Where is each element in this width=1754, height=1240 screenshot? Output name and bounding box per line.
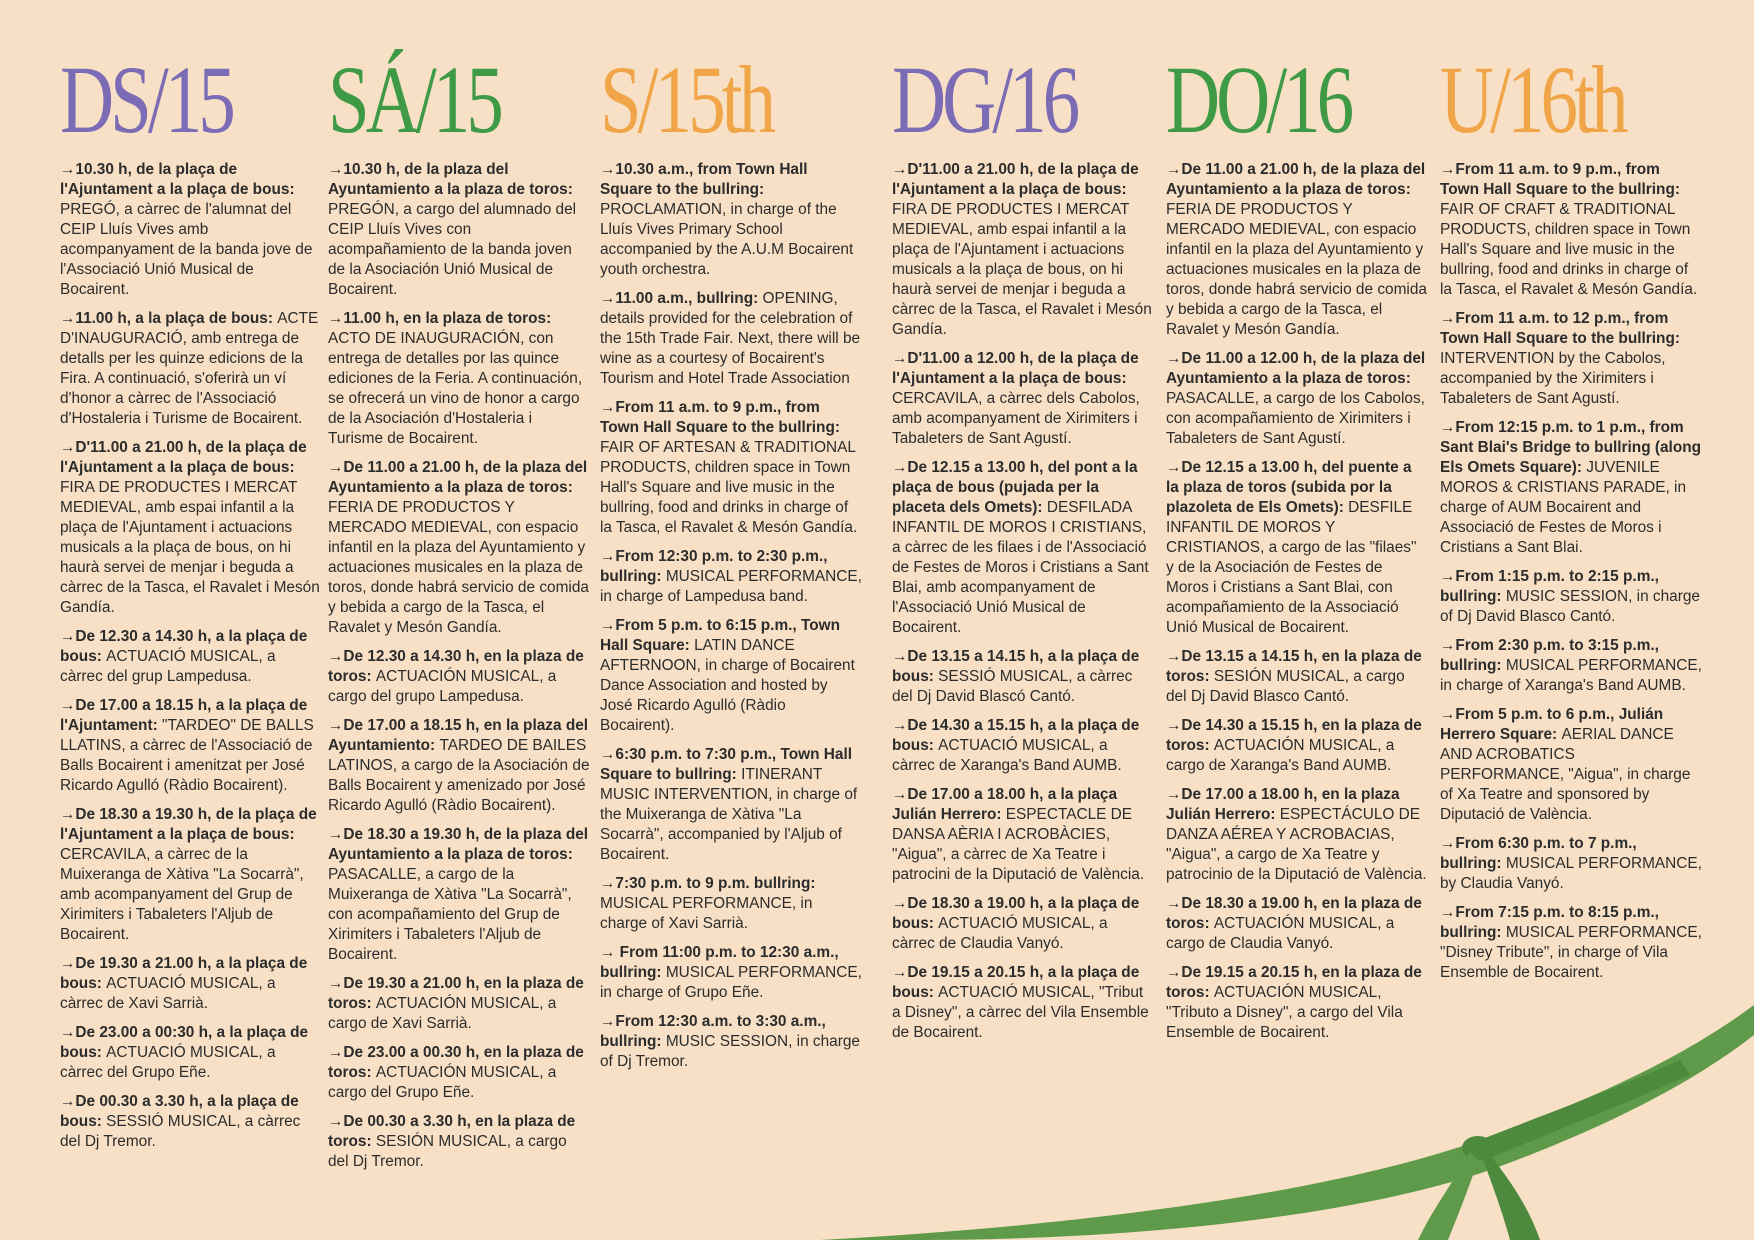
schedule-entry — [600, 289, 862, 389]
entry-time-place: 10.30 a.m., from Town Hall Square to the bullring: — [600, 161, 808, 198]
arrow-icon: → — [328, 717, 344, 734]
day-column — [600, 46, 862, 1081]
arrow-icon: → — [328, 1044, 344, 1061]
entry-time-place: From 11 a.m. to 9 p.m., from Town Hall Square to the bullring: — [600, 399, 840, 436]
day-heading: DO/16 — [1166, 46, 1351, 153]
entry-description: , a càrrec dels Cabolos, amb acompanyament de Xirimiters i Tabaleters de Sant Agustí. — [892, 390, 1140, 447]
arrow-icon: → — [1166, 350, 1182, 367]
entry-description: , in charge of Xavi Sarrià. — [600, 895, 813, 932]
schedule-entry — [892, 458, 1154, 638]
entry-description: , in charge of the Muixeranga de Xàtiva "La Socarrà", accompanied by l'Aljub of Bocairent. — [600, 786, 858, 863]
entry-description: , "Tributo a Disney", a cargo del Vila Ensemble de Bocairent. — [1166, 984, 1403, 1041]
arrow-icon: → — [1440, 161, 1456, 178]
entry-description: , "Aigua", in charge of Xa Teatre and sponsored by Diputació de València. — [1440, 766, 1691, 823]
entry-description: , in charge of the Lluís Vives Primary School accompanied by the A.U.M Bocairent youth orchestra. — [600, 201, 854, 278]
entry-description: , "Tribut a Disney", a càrrec del Vila Ensemble de Bocairent. — [892, 984, 1149, 1041]
entry-description: , "Aigua", a càrrec de Xa Teatre i patrocini de la Diputació de València. — [892, 826, 1145, 883]
entry-event-title: PREGÓ — [60, 201, 116, 218]
schedule-entry — [892, 349, 1154, 449]
entry-event-title: ACTUACIÓ MUSICAL — [938, 737, 1091, 754]
entry-event-title: ACTUACIÓN MUSICAL — [1213, 737, 1378, 754]
schedule-entry — [328, 974, 590, 1034]
arrow-icon: → — [600, 1013, 616, 1030]
arrow-icon: → — [600, 548, 616, 565]
entry-description: , a cargo de la Asociación de Balls Bocairent y amenizado por José Ricardo Agulló (Ràdio Bocairent). — [328, 757, 590, 814]
entry-event-title: ACTE D'INAUGURACIÓ — [60, 310, 319, 347]
arrow-icon: → — [892, 964, 908, 981]
entry-description: , a cargo de Xavi Sarrià. — [328, 995, 557, 1032]
arrow-icon: → — [600, 161, 616, 178]
entry-time-place: De 18.30 a 19.00 h, a la plaça de bous: — [892, 895, 1140, 932]
schedule-entry — [892, 160, 1154, 340]
schedule-entry — [1440, 567, 1702, 627]
entry-time-place: De 17.00 a 18.00 h, en la plaza Julián Herrero: — [1166, 786, 1400, 823]
entry-description: , a càrrec de la Muixeranga de Xàtiva "La Socarrà", amb acompanyament del Grup de Xirimiters i Tabaleters l'Aljub de Bocairent. — [60, 846, 304, 943]
schedule-entry — [328, 309, 590, 449]
entry-time-place: De 11.00 a 21.00 h, de la plaza del Ayuntamiento a la plaza de toros: — [328, 459, 588, 496]
day-heading: DG/16 — [892, 46, 1077, 153]
entry-time-place: De 12.30 a 14.30 h, en la plaza de toros: — [328, 648, 584, 685]
entry-event-title: FIRA DE PRODUCTES I MERCAT MEDIEVAL — [60, 479, 298, 516]
entry-event-title: ITINERANT MUSIC INTERVENTION — [600, 766, 823, 803]
arrow-icon: → — [60, 161, 76, 178]
entry-time-place: 11.00 h, en la plaza de toros: — [343, 310, 552, 327]
entry-description: , "Aigua", a cargo de Xa Teatre y patrocinio de la Diputació de València. — [1166, 826, 1427, 883]
entry-event-title: DESFILE INFANTIL DE MOROS Y CRISTIANOS — [1166, 499, 1413, 556]
entry-event-title: SESSIÓ MUSICAL — [106, 1113, 237, 1130]
entry-event-title: ACTUACIÓ MUSICAL — [106, 975, 259, 992]
entry-event-title: ACTUACIÓN MUSICAL — [375, 668, 540, 685]
entry-description: , a càrrec de l'alumnat del CEIP Lluís Vives amb acompanyament de la banda jove de l'Associació Unió Musical de Bocairent. — [60, 201, 313, 298]
entry-time-place: 10.30 h, de la plaça de l'Ajuntament a la plaça de bous: — [60, 161, 295, 198]
entry-time-place: De 18.30 a 19.00 h, en la plaza de toros: — [1166, 895, 1422, 932]
entry-time-place: From 5 p.m. to 6 p.m., Julián Herrero Square: — [1440, 706, 1664, 743]
entry-time-place: De 14.30 a 15.15 h, en la plaza de toros: — [1166, 717, 1422, 754]
schedule-entry — [1166, 894, 1428, 954]
entry-time-place: De 12.15 a 13.00 h, del puente a la plaza de toros (subida por la plazoleta de Els Omets): — [1166, 459, 1412, 516]
arrow-icon: → — [328, 1113, 344, 1130]
schedule-entry — [1440, 834, 1702, 894]
schedule-entry — [1166, 647, 1428, 707]
entry-time-place: From 11 a.m. to 9 p.m., from Town Hall Square to the bullring: — [1440, 161, 1680, 198]
arrow-icon: → — [60, 806, 76, 823]
schedule-entry — [328, 647, 590, 707]
entry-time-place: From 11 a.m. to 12 p.m., from Town Hall Square to the bullring: — [1440, 310, 1680, 347]
schedule-entry — [1166, 458, 1428, 638]
entry-time-place: From 12:30 a.m. to 3:30 a.m., bullring: — [600, 1013, 826, 1050]
entry-description: , in charge of Lampedusa band. — [600, 568, 862, 605]
day-column — [1166, 46, 1428, 1052]
day-heading: SÁ/15 — [328, 46, 500, 153]
schedule-entry — [600, 874, 862, 934]
arrow-icon: → — [1166, 161, 1182, 178]
entry-time-place: De 13.15 a 14.15 h, a la plaça de bous: — [892, 648, 1140, 685]
day-heading: S/15th — [600, 46, 773, 153]
arrow-icon: → — [892, 161, 908, 178]
entry-time-place: 10.30 h, de la plaza del Ayuntamiento a la plaza de toros: — [328, 161, 573, 198]
entry-event-title: MUSICAL PERFORMANCE — [1505, 855, 1698, 872]
arrow-icon: → — [60, 955, 76, 972]
schedule-entry — [600, 616, 862, 736]
entry-time-place: De 23.00 a 00:30 h, a la plaça de bous: — [60, 1024, 309, 1061]
arrow-icon: → — [328, 648, 344, 665]
schedule-entry — [328, 458, 590, 638]
schedule-entry — [892, 785, 1154, 885]
entry-description: , a càrrec del grup Lampedusa. — [60, 648, 276, 685]
entry-event-title: SESSIÓ MUSICAL — [938, 668, 1069, 685]
schedule-entry — [60, 438, 322, 618]
entry-event-title: INTERVENTION — [1440, 350, 1555, 367]
entry-event-title: ACTUACIÓ MUSICAL — [106, 648, 259, 665]
entry-description: , a càrrec de Xavi Sarrià. — [60, 975, 276, 1012]
schedule-entry — [892, 894, 1154, 954]
arrow-icon: → — [892, 459, 908, 476]
entry-time-place: De 00.30 a 3.30 h, a la plaça de bous: — [60, 1093, 299, 1130]
schedule-entry — [328, 825, 590, 965]
entry-description: , a cargo del Dj Tremor. — [328, 1133, 567, 1170]
entry-event-title: PASACALLE — [328, 866, 417, 883]
arrow-icon: → — [328, 459, 344, 476]
entry-time-place: De 11.00 a 21.00 h, de la plaza del Ayuntamiento a la plaza de toros: — [1166, 161, 1426, 198]
entry-description: , in charge of Xaranga's Band AUMB. — [1440, 657, 1702, 694]
arrow-icon: → — [60, 697, 76, 714]
arrow-icon: → — [1440, 706, 1456, 723]
schedule-entry — [1166, 349, 1428, 449]
entry-description: , in charge of AUM Bocairent and Associació de Festes de Moros i Cristians a Sant Blai. — [1440, 479, 1687, 556]
entry-description: , con entrega de detalles por las quince ediciones de la Feria. A continuación, se ofrecerá un vino de honor a cargo de la Asociación d'Hostaleria i Turisme de Bocairent. — [328, 330, 583, 447]
entry-time-place: De 19.30 a 21.00 h, en la plaza de toros: — [328, 975, 584, 1012]
arrow-icon: → — [1166, 648, 1182, 665]
schedule-entry — [1440, 418, 1702, 558]
entry-event-title: MUSIC SESSION — [1505, 588, 1629, 605]
entry-time-place: De 19.15 a 20.15 h, a la plaça de bous: — [892, 964, 1140, 1001]
entry-description: , a cargo de la Muixeranga de Xàtiva "La Socarrà", con acompañamiento del Grup de Xirimiters i Tabaleters l'Aljub de Bocairent. — [328, 866, 572, 963]
arrow-icon: → — [60, 310, 76, 327]
entry-description: , a càrrec del Dj David Blascó Cantó. — [892, 668, 1133, 705]
entry-event-title: PREGÓN — [328, 201, 395, 218]
entry-event-title: ACTUACIÓN MUSICAL — [1213, 915, 1378, 932]
day-heading: U/16th — [1440, 46, 1625, 153]
entry-event-title: MUSIC SESSION — [665, 1033, 789, 1050]
entry-time-place: De 17.00 a 18.15 h, a la plaça de l'Ajuntament: — [60, 697, 308, 734]
schedule-entry — [892, 716, 1154, 776]
entry-time-place: De 00.30 a 3.30 h, en la plaza de toros: — [328, 1113, 576, 1150]
arrow-icon: → — [1440, 904, 1456, 921]
schedule-entry — [60, 805, 322, 945]
schedule-entry — [600, 943, 862, 1003]
arrow-icon: → — [1440, 419, 1456, 436]
entry-description: by the Cabolos, accompanied by the Xirimiters i Tabaleters de Sant Agustí. — [1440, 350, 1666, 407]
entry-time-place: From 2:30 p.m. to 3:15 p.m., bullring: — [1440, 637, 1659, 674]
entry-event-title: MUSICAL PERFORMANCE — [1505, 924, 1698, 941]
entry-description: , a cargo de Xaranga's Band AUMB. — [1166, 737, 1395, 774]
entry-event-title: OPENING — [762, 290, 834, 307]
schedule-entry — [1440, 309, 1702, 409]
entry-event-title: FERIA DE PRODUCTOS Y MERCADO MEDIEVAL — [1166, 201, 1353, 238]
entry-description: , con espacio infantil en la plaza del Ayuntamiento y actuaciones musicales en la plaza de toros, donde habrá servicio de comida y bebida a cargo de la Tasca, el Ravalet y Mesón Gandía. — [328, 519, 589, 636]
schedule-entry — [1440, 636, 1702, 696]
entry-event-title: AERIAL DANCE AND ACROBATICS PERFORMANCE — [1440, 726, 1674, 783]
entry-time-place: From 1:15 p.m. to 2:15 p.m., bullring: — [1440, 568, 1659, 605]
schedule-entry — [328, 716, 590, 816]
entry-event-title: CERCAVILA — [892, 390, 979, 407]
schedule-entry — [60, 309, 322, 429]
entry-time-place: De 18.30 a 19.30 h, de la plaza del Ayuntamiento a la plaza de toros: — [328, 826, 589, 863]
entry-description: , details provided for the celebration of the 15th Trade Fair. Next, there will be wine as a courtesy of Bocairent's Tourism and Hotel Trade Association — [600, 290, 861, 387]
arrow-icon: → — [600, 875, 616, 892]
entry-event-title: TARDEO DE BAILES LATINOS — [328, 737, 587, 774]
entry-description: , children space in Town Hall's Square and live music in the bullring, food and drinks in charge of la Tasca, el Ravalet & Mesón Gandía. — [600, 459, 858, 536]
entry-time-place: D'11.00 a 21.00 h, de la plaça de l'Ajuntament a la plaça de bous: — [892, 161, 1139, 198]
entry-description: , by Claudia Vanyó. — [1440, 855, 1702, 892]
entry-time-place: From 12:15 p.m. to 1 p.m., from Sant Blai's Bridge to bullring (along Els Omets Square): — [1440, 419, 1702, 476]
schedule-entry — [1166, 160, 1428, 340]
schedule-entry — [1166, 785, 1428, 885]
arrow-icon: → — [1440, 310, 1456, 327]
arrow-icon: → — [892, 717, 908, 734]
arrow-icon: → — [892, 350, 908, 367]
entry-description: , a cargo del Dj David Blasco Cantó. — [1166, 668, 1405, 705]
arrow-icon: → — [1166, 895, 1182, 912]
entry-time-place: De 12.15 a 13.00 h, del pont a la plaça de bous (pujada per la placeta dels Omets): — [892, 459, 1138, 516]
entry-description: , a càrrec del Grupo Eñe. — [60, 1044, 276, 1081]
entry-event-title: SESIÓN MUSICAL — [375, 1133, 507, 1150]
day-column — [60, 46, 322, 1161]
schedule-entry — [60, 954, 322, 1014]
entry-time-place: From 6:30 p.m. to 7 p.m., bullring: — [1440, 835, 1637, 872]
entry-time-place: 11.00 h, a la plaça de bous: — [75, 310, 278, 327]
entry-event-title: FIRA DE PRODUCTES I MERCAT MEDIEVAL — [892, 201, 1130, 238]
entry-event-title: ACTUACIÓN MUSICAL — [375, 1064, 540, 1081]
entry-time-place: D'11.00 a 12.00 h, de la plaça de l'Ajuntament a la plaça de bous: — [892, 350, 1139, 387]
entry-time-place: De 11.00 a 12.00 h, de la plaza del Ayuntamiento a la plaza de toros: — [1166, 350, 1426, 387]
schedule-entry — [60, 1023, 322, 1083]
entry-time-place: From 5 p.m. to 6:15 p.m., Town Hall Square: — [600, 617, 840, 654]
arrow-icon: → — [60, 628, 76, 645]
entry-event-title: ACTO DE INAUGURACIÓN — [328, 330, 521, 347]
arrow-icon: → — [1166, 717, 1182, 734]
arrow-icon: → — [600, 290, 616, 307]
entry-description: , amb espai infantil a la plaça de l'Ajuntament i actuacions musicals a la plaça de bous, on hi haurà servei de menjar i beguda a càrrec de la Tasca, el Ravalet i Mesón Gandía. — [60, 499, 320, 616]
arrow-icon: → — [60, 1093, 76, 1110]
entry-time-place: 11.00 a.m., bullring: — [615, 290, 763, 307]
entry-time-place: De 23.00 a 00.30 h, en la plaza de toros: — [328, 1044, 584, 1081]
entry-description: , in charge of Dj Tremor. — [600, 1033, 860, 1070]
schedule-entry — [600, 547, 862, 607]
schedule-entry — [892, 963, 1154, 1043]
entry-time-place: De 19.15 a 20.15 h, en la plaza de toros: — [1166, 964, 1422, 1001]
entry-event-title: MUSICAL PERFORMANCE — [600, 895, 792, 912]
arrow-icon: → — [892, 786, 908, 803]
schedule-entry — [328, 1112, 590, 1172]
schedule-entry — [1166, 716, 1428, 776]
arrow-icon: → — [1166, 459, 1182, 476]
entry-description: , a cargo del alumnado del CEIP Lluís Vives con acompañamiento de la banda joven de la Asociación Unió Musical de Bocairent. — [328, 201, 577, 298]
entry-description: , a càrrec de Claudia Vanyó. — [892, 915, 1108, 952]
entry-time-place: De 14.30 a 15.15 h, a la plaça de bous: — [892, 717, 1140, 754]
day-heading: DS/15 — [60, 46, 232, 153]
arrow-icon: → — [328, 310, 344, 327]
arrow-icon: → — [600, 746, 616, 763]
arrow-icon: → — [328, 975, 344, 992]
arrow-icon: → — [600, 399, 616, 416]
entry-description: , in charge of Grupo Eñe. — [600, 964, 862, 1001]
entry-event-title: MUSICAL PERFORMANCE — [665, 568, 858, 585]
arrow-icon: → — [60, 1024, 76, 1041]
arrow-icon: → — [1440, 637, 1456, 654]
day-column — [1440, 46, 1702, 992]
schedule-entry — [1166, 963, 1428, 1043]
schedule-entry — [892, 647, 1154, 707]
schedule-entry — [60, 1092, 322, 1152]
entry-description: , a càrrec de les filaes i de l'Associació de Festes de Moros i Cristians a Sant Blai, amb acompanyament de l'Associació Unió Musical de Bocairent. — [892, 519, 1149, 636]
schedule-entry — [328, 160, 590, 300]
entry-event-title: FERIA DE PRODUCTOS Y MERCADO MEDIEVAL — [328, 499, 515, 536]
entry-time-place: De 13.15 a 14.15 h, en la plaza de toros: — [1166, 648, 1422, 685]
schedule-entry — [600, 398, 862, 538]
entry-event-title: DESFILADA INFANTIL DE MOROS I CRISTIANS — [892, 499, 1142, 536]
arrow-icon: → — [600, 617, 616, 634]
arrow-icon: → — [1166, 964, 1182, 981]
entry-time-place: De 12.30 a 14.30 h, a la plaça de bous: — [60, 628, 308, 665]
schedule-entry — [1440, 903, 1702, 983]
entry-event-title: FAIR OF ARTESAN & TRADITIONAL PRODUCTS — [600, 439, 856, 476]
entry-description: , con espacio infantil en la plaza del Ayuntamiento y actuaciones musicales en la plaza de toros, donde habrá servicio de comida y bebida a cargo de la Tasca, el Ravalet y Mesón Gandía. — [1166, 221, 1427, 338]
schedule-entry — [600, 1012, 862, 1072]
schedule-entry — [60, 160, 322, 300]
entry-description: , a cargo de los Cabolos, con acompañamiento de Xirimiters i Tabaleters de Sant Agustí. — [1166, 390, 1425, 447]
entry-event-title: CERCAVILA — [60, 846, 147, 863]
entry-description: , "Disney Tribute", in charge of Vila Ensemble de Bocairent. — [1440, 924, 1702, 981]
entry-description: , children space in Town Hall's Square and live music in the bullring, food and drinks in charge of la Tasca, el Ravalet & Mesón Gandía. — [1440, 221, 1698, 298]
entry-time-place: From 11:00 p.m. to 12:30 a.m., bullring: — [600, 944, 839, 981]
entry-event-title: PROCLAMATION — [600, 201, 722, 218]
entry-time-place: D'11.00 a 21.00 h, de la plaça de l'Ajuntament a la plaça de bous: — [60, 439, 307, 476]
entry-event-title: ACTUACIÓ MUSICAL — [106, 1044, 259, 1061]
entry-event-title: ESPECTÁCULO DE DANZA AÉREA Y ACROBACIAS — [1166, 806, 1421, 843]
schedule-entry — [60, 696, 322, 796]
arrow-icon: → — [892, 648, 908, 665]
entry-event-title: "TARDEO" DE BALLS LLATINS — [60, 717, 314, 754]
entry-time-place: From 7:15 p.m. to 8:15 p.m., bullring: — [1440, 904, 1659, 941]
day-column — [892, 46, 1154, 1052]
entry-event-title: JUVENILE MOROS & CRISTIANS PARADE — [1440, 459, 1666, 496]
entry-event-title: ACTUACIÓN MUSICAL — [375, 995, 540, 1012]
entry-description: , a càrrec de Xaranga's Band AUMB. — [892, 737, 1122, 774]
entry-description: , a càrrec del Dj Tremor. — [60, 1113, 301, 1150]
entry-description: , amb espai infantil a la plaça de l'Ajuntament i actuacions musicals a la plaça de bous, on hi haurà servei de menjar i beguda a càrrec de la Tasca, el Ravalet i Mesón Gandía. — [892, 221, 1152, 338]
entry-event-title: ACTUACIÓN MUSICAL — [1213, 984, 1378, 1001]
entry-description: , a càrrec de l'Associació de Balls Bocairent i amenitzat per José Ricardo Agulló (Ràdio Bocairent). — [60, 737, 313, 794]
schedule-entry — [600, 745, 862, 865]
arrow-icon: → — [1440, 568, 1456, 585]
entry-event-title: ESPECTACLE DE DANSA AÈRIA I ACROBÀCIES — [892, 806, 1133, 843]
entry-event-title: FAIR OF CRAFT & TRADITIONAL PRODUCTS — [1440, 201, 1675, 238]
entry-description: , a cargo del grupo Lampedusa. — [328, 668, 557, 705]
entry-event-title: SESIÓN MUSICAL — [1213, 668, 1345, 685]
arrow-icon: → — [328, 826, 344, 843]
entry-time-place: De 19.30 a 21.00 h, a la plaça de bous: — [60, 955, 308, 992]
entry-time-place: De 18.30 a 19.30 h, de la plaça de l'Ajuntament a la plaça de bous: — [60, 806, 317, 843]
entry-time-place: De 17.00 a 18.15 h, en la plaza del Ayuntamiento: — [328, 717, 589, 754]
entry-description: , amb entrega de detalls per les quinze edicions de la Fira. A continuació, s'oferirà un ví d'honor a càrrec de l'Associació d'Hostaleria i Turisme de Bocairent. — [60, 330, 303, 427]
arrow-icon: → — [600, 944, 616, 961]
schedule-entry — [1440, 160, 1702, 300]
arrow-icon: → — [1166, 786, 1182, 803]
entry-time-place: From 12:30 p.m. to 2:30 p.m., bullring: — [600, 548, 828, 585]
arrow-icon: → — [328, 161, 344, 178]
entry-description: , in charge of Bocairent Dance Association and hosted by José Ricardo Agulló (Ràdio Bocairent). — [600, 657, 855, 734]
entry-description: , a cargo de Claudia Vanyó. — [1166, 915, 1395, 952]
entry-event-title: LATIN DANCE AFTERNOON — [600, 637, 795, 674]
entry-time-place: De 17.00 a 18.00 h, a la plaça Julián Herrero: — [892, 786, 1118, 823]
entry-event-title: MUSICAL PERFORMANCE — [665, 964, 858, 981]
entry-time-place: 6:30 p.m. to 7:30 p.m., Town Hall Square to bullring: — [600, 746, 852, 783]
arrow-icon: → — [892, 895, 908, 912]
entry-description: , a cargo del Grupo Eñe. — [328, 1064, 557, 1101]
entry-event-title: MUSICAL PERFORMANCE — [1505, 657, 1698, 674]
arrow-icon: → — [60, 439, 76, 456]
entry-event-title: PASACALLE — [1166, 390, 1255, 407]
schedule-entry — [60, 627, 322, 687]
entry-time-place: 7:30 p.m. to 9 p.m. bullring: — [615, 875, 816, 892]
entry-description: , a cargo de las "filaes" y de la Asociación de Festes de Moros i Cristians a Sant Blai, con acompañamiento de la Associació Unió Musical de Bocairent. — [1166, 539, 1417, 636]
entry-description: , in charge of Dj David Blasco Cantó. — [1440, 588, 1700, 625]
arrow-icon: → — [1440, 835, 1456, 852]
entry-event-title: ACTUACIÓ MUSICAL — [938, 984, 1091, 1001]
schedule-entry — [600, 160, 862, 280]
day-column — [328, 46, 590, 1181]
schedule-entry — [1440, 705, 1702, 825]
entry-event-title: ACTUACIÓ MUSICAL — [938, 915, 1091, 932]
schedule-entry — [328, 1043, 590, 1103]
